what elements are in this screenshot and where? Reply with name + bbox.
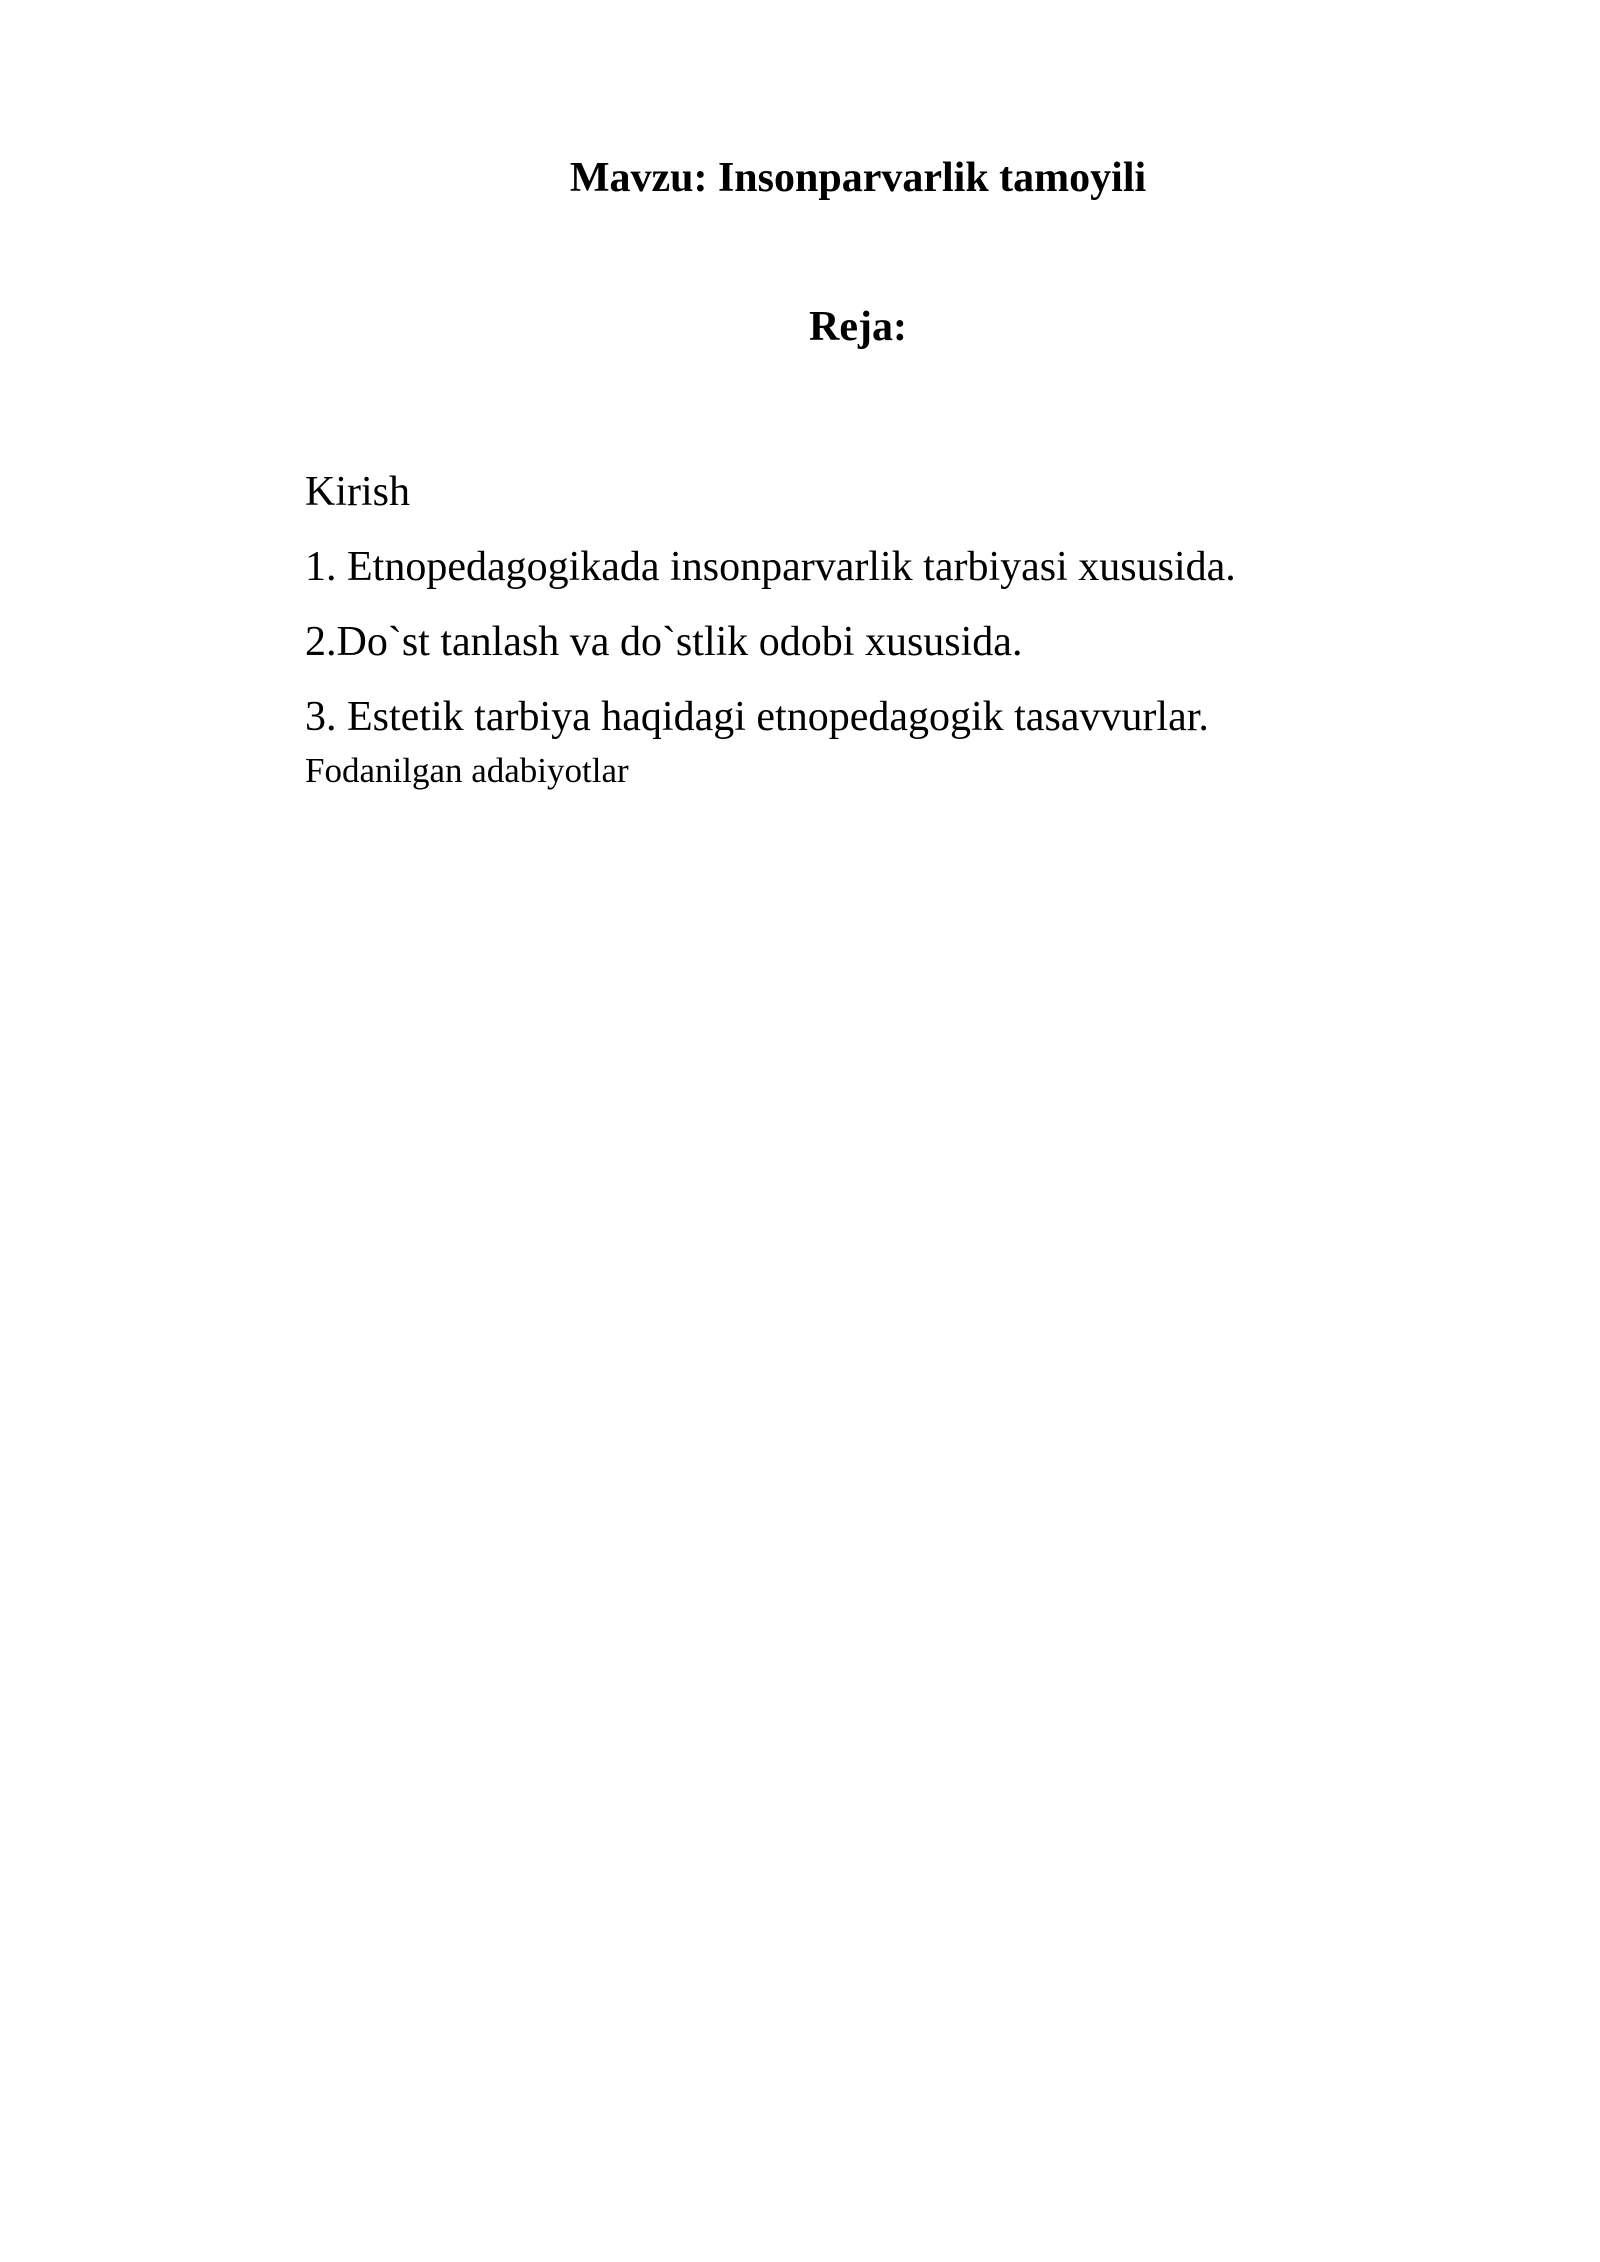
plan-item-introduction: Kirish bbox=[305, 469, 410, 515]
references-label: Fodanilgan adabiyotlar bbox=[305, 751, 629, 790]
document-title: Mavzu: Insonparvarlik tamoyili bbox=[569, 155, 1147, 201]
plan-item-2: 2.Do`st tanlash va do`stlik odobi xususida. bbox=[305, 619, 1023, 665]
plan-item-1: 1. Etnopedagogikada insonparvarlik tarbiyasi xususida. bbox=[305, 544, 1236, 590]
plan-heading: Reja: bbox=[809, 304, 907, 350]
plan-list bbox=[305, 455, 1236, 755]
plan-item-3: 3. Estetik tarbiya haqidagi etnopedagogik tasavvurlar. bbox=[305, 694, 1209, 740]
